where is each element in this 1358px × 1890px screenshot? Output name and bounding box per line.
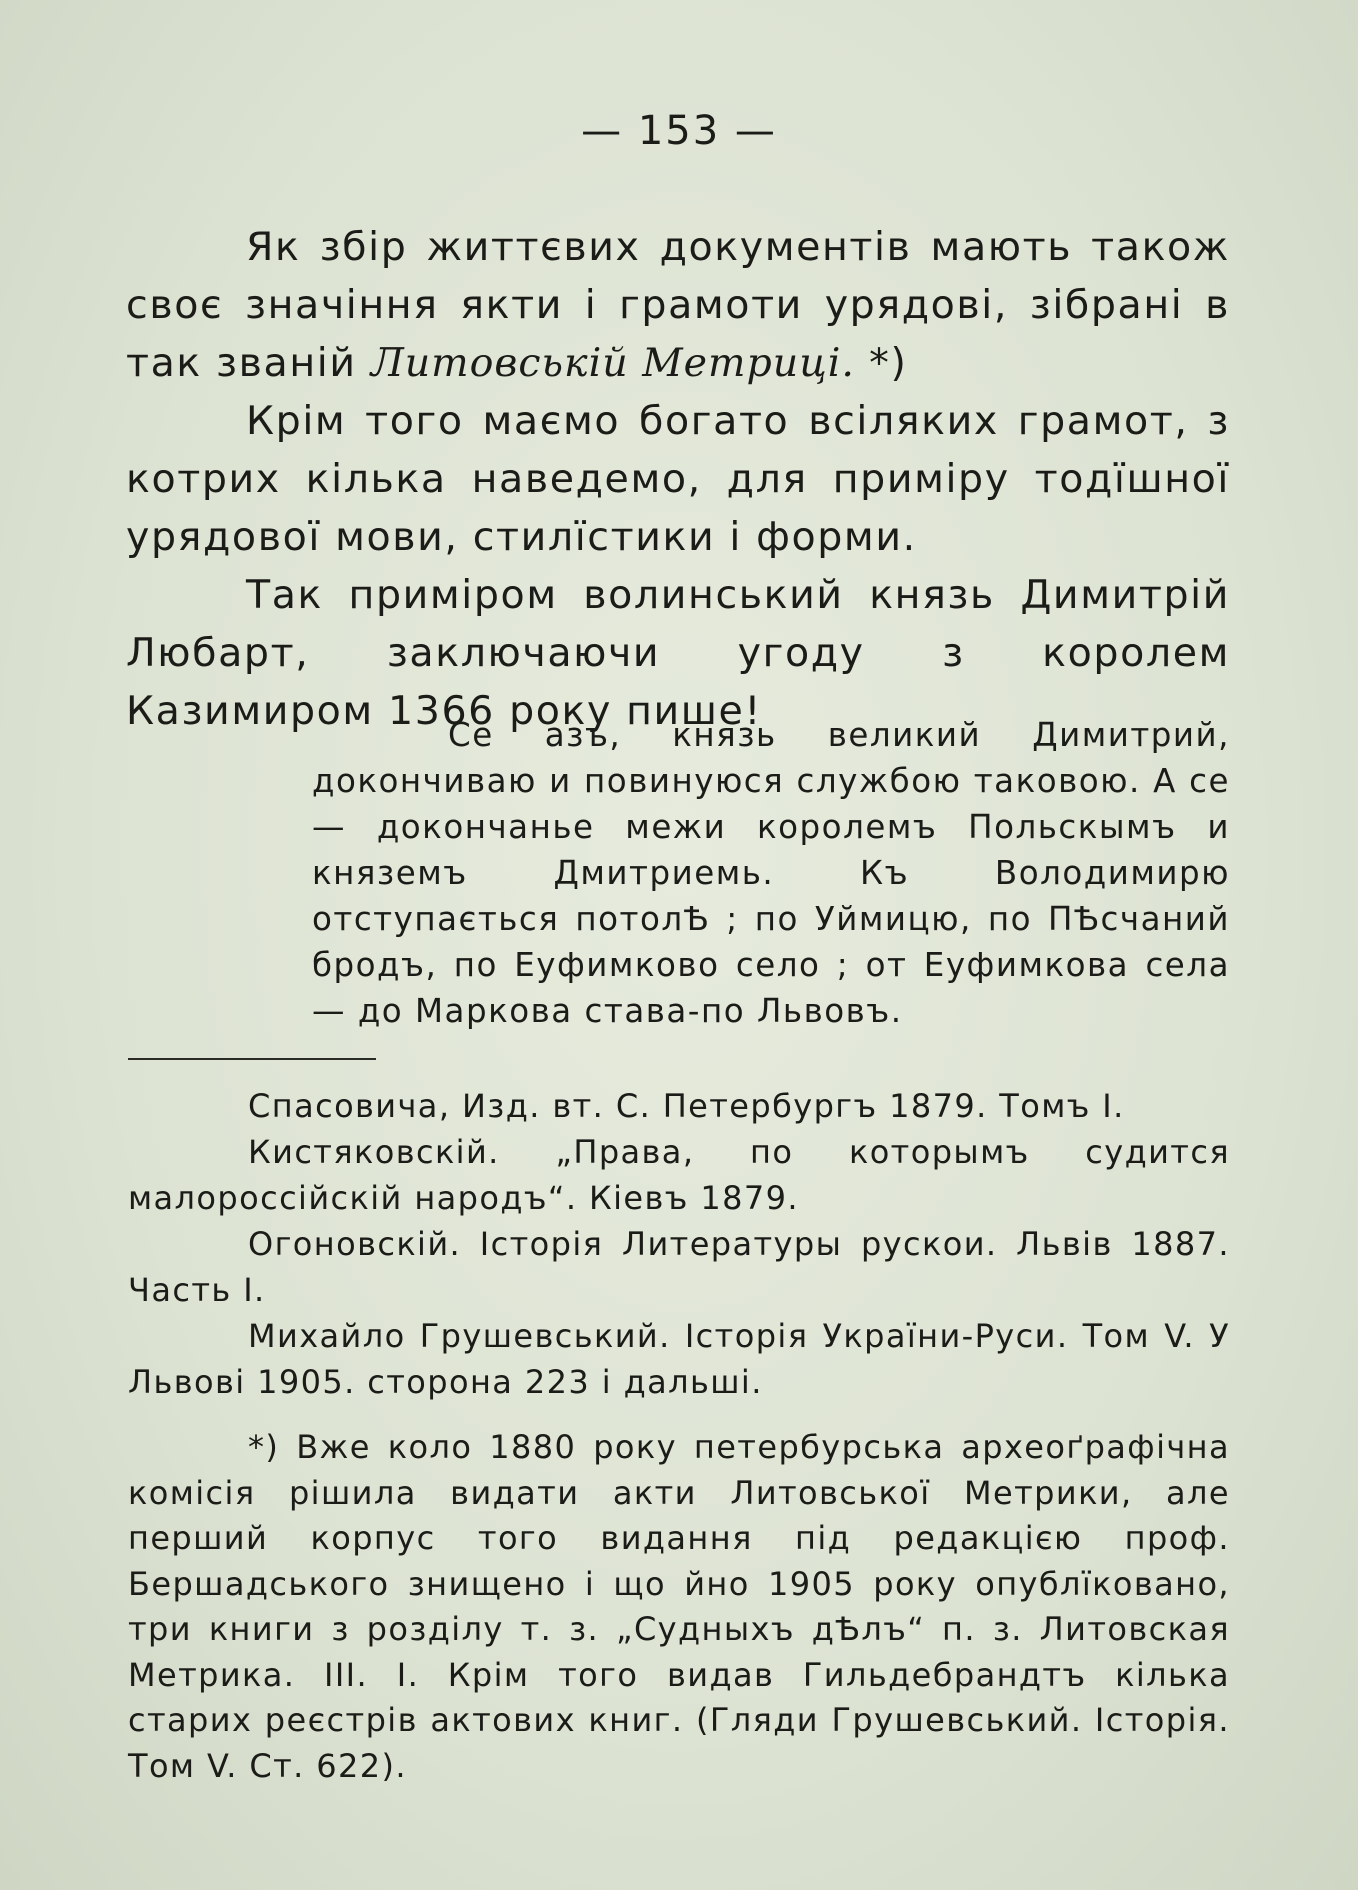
footnote-text: *) Вже коло 1880 року петербурська археоґрафічна комісія рішила видати акти Литовської Метрики, але перший корпус того видання під редакцією проф. Бершадського знищено і що йно 1905 року опублїковано, три книги з розділу т. з. „Судныхъ дѢлъ“ п. з. Литовская Метрика. III. I. Крім того видав Гильдебрандтъ кілька старих реєстрів актових книг. (Гляди Грушевський. Історія. Том V. Ст. 622). bbox=[128, 1428, 1230, 1785]
lithuanian-metrica-title: Литовській Метриці. bbox=[370, 340, 855, 386]
charter-quote bbox=[312, 712, 1230, 1034]
reference-list bbox=[128, 1083, 1230, 1405]
paragraph-3: Так приміром волинський князь Димитрій Любарт, заключаючи угоду з королем Казимиром 1366 року пише! bbox=[126, 572, 1230, 734]
page-number: — 153 — bbox=[581, 108, 777, 154]
footnote bbox=[128, 1425, 1230, 1789]
charter-quote-text: Се азъ, князь великий Димитрий, докончиваю и повинуюся службою таковою. А се — докончанье межи королемъ Польскымъ и княземъ Дмитриемь. Къ Володимирю отступається потолѢ ; по Уймицю, по ПѢсчаний бродъ, по Еуфимково село ; от Еуфимкова села — до Маркова става-по Львовъ. bbox=[312, 716, 1230, 1030]
main-text bbox=[126, 218, 1230, 740]
paragraph-1 bbox=[126, 218, 1230, 392]
reference-item: Спасовича, Изд. вт. С. Петербургъ 1879. Томъ I. bbox=[248, 1087, 1125, 1125]
footnote-marker: *) bbox=[854, 340, 908, 386]
paragraph-2: Крім того маємо богато всіляких грамот, з котрих кілька наведемо, для приміру тодїшної урядової мови, стилїстики і форми. bbox=[126, 398, 1230, 560]
reference-item: Огоновскій. Історія Литературы рускои. Львів 1887. Часть I. bbox=[128, 1225, 1230, 1309]
paragraph-1-text: Як збір життєвих документів мають також своє значіння якти і грамоти урядові, зібрані в так званій bbox=[126, 224, 1230, 386]
reference-item: Михайло Грушевський. Історія України-Руси. Том V. У Львові 1905. сторона 223 і дальші. bbox=[128, 1317, 1230, 1401]
footnote-divider bbox=[128, 1058, 376, 1060]
reference-item: Кистяковскій. „Права, по которымъ судится малороссійскій народъ“. Кіевъ 1879. bbox=[128, 1133, 1230, 1217]
